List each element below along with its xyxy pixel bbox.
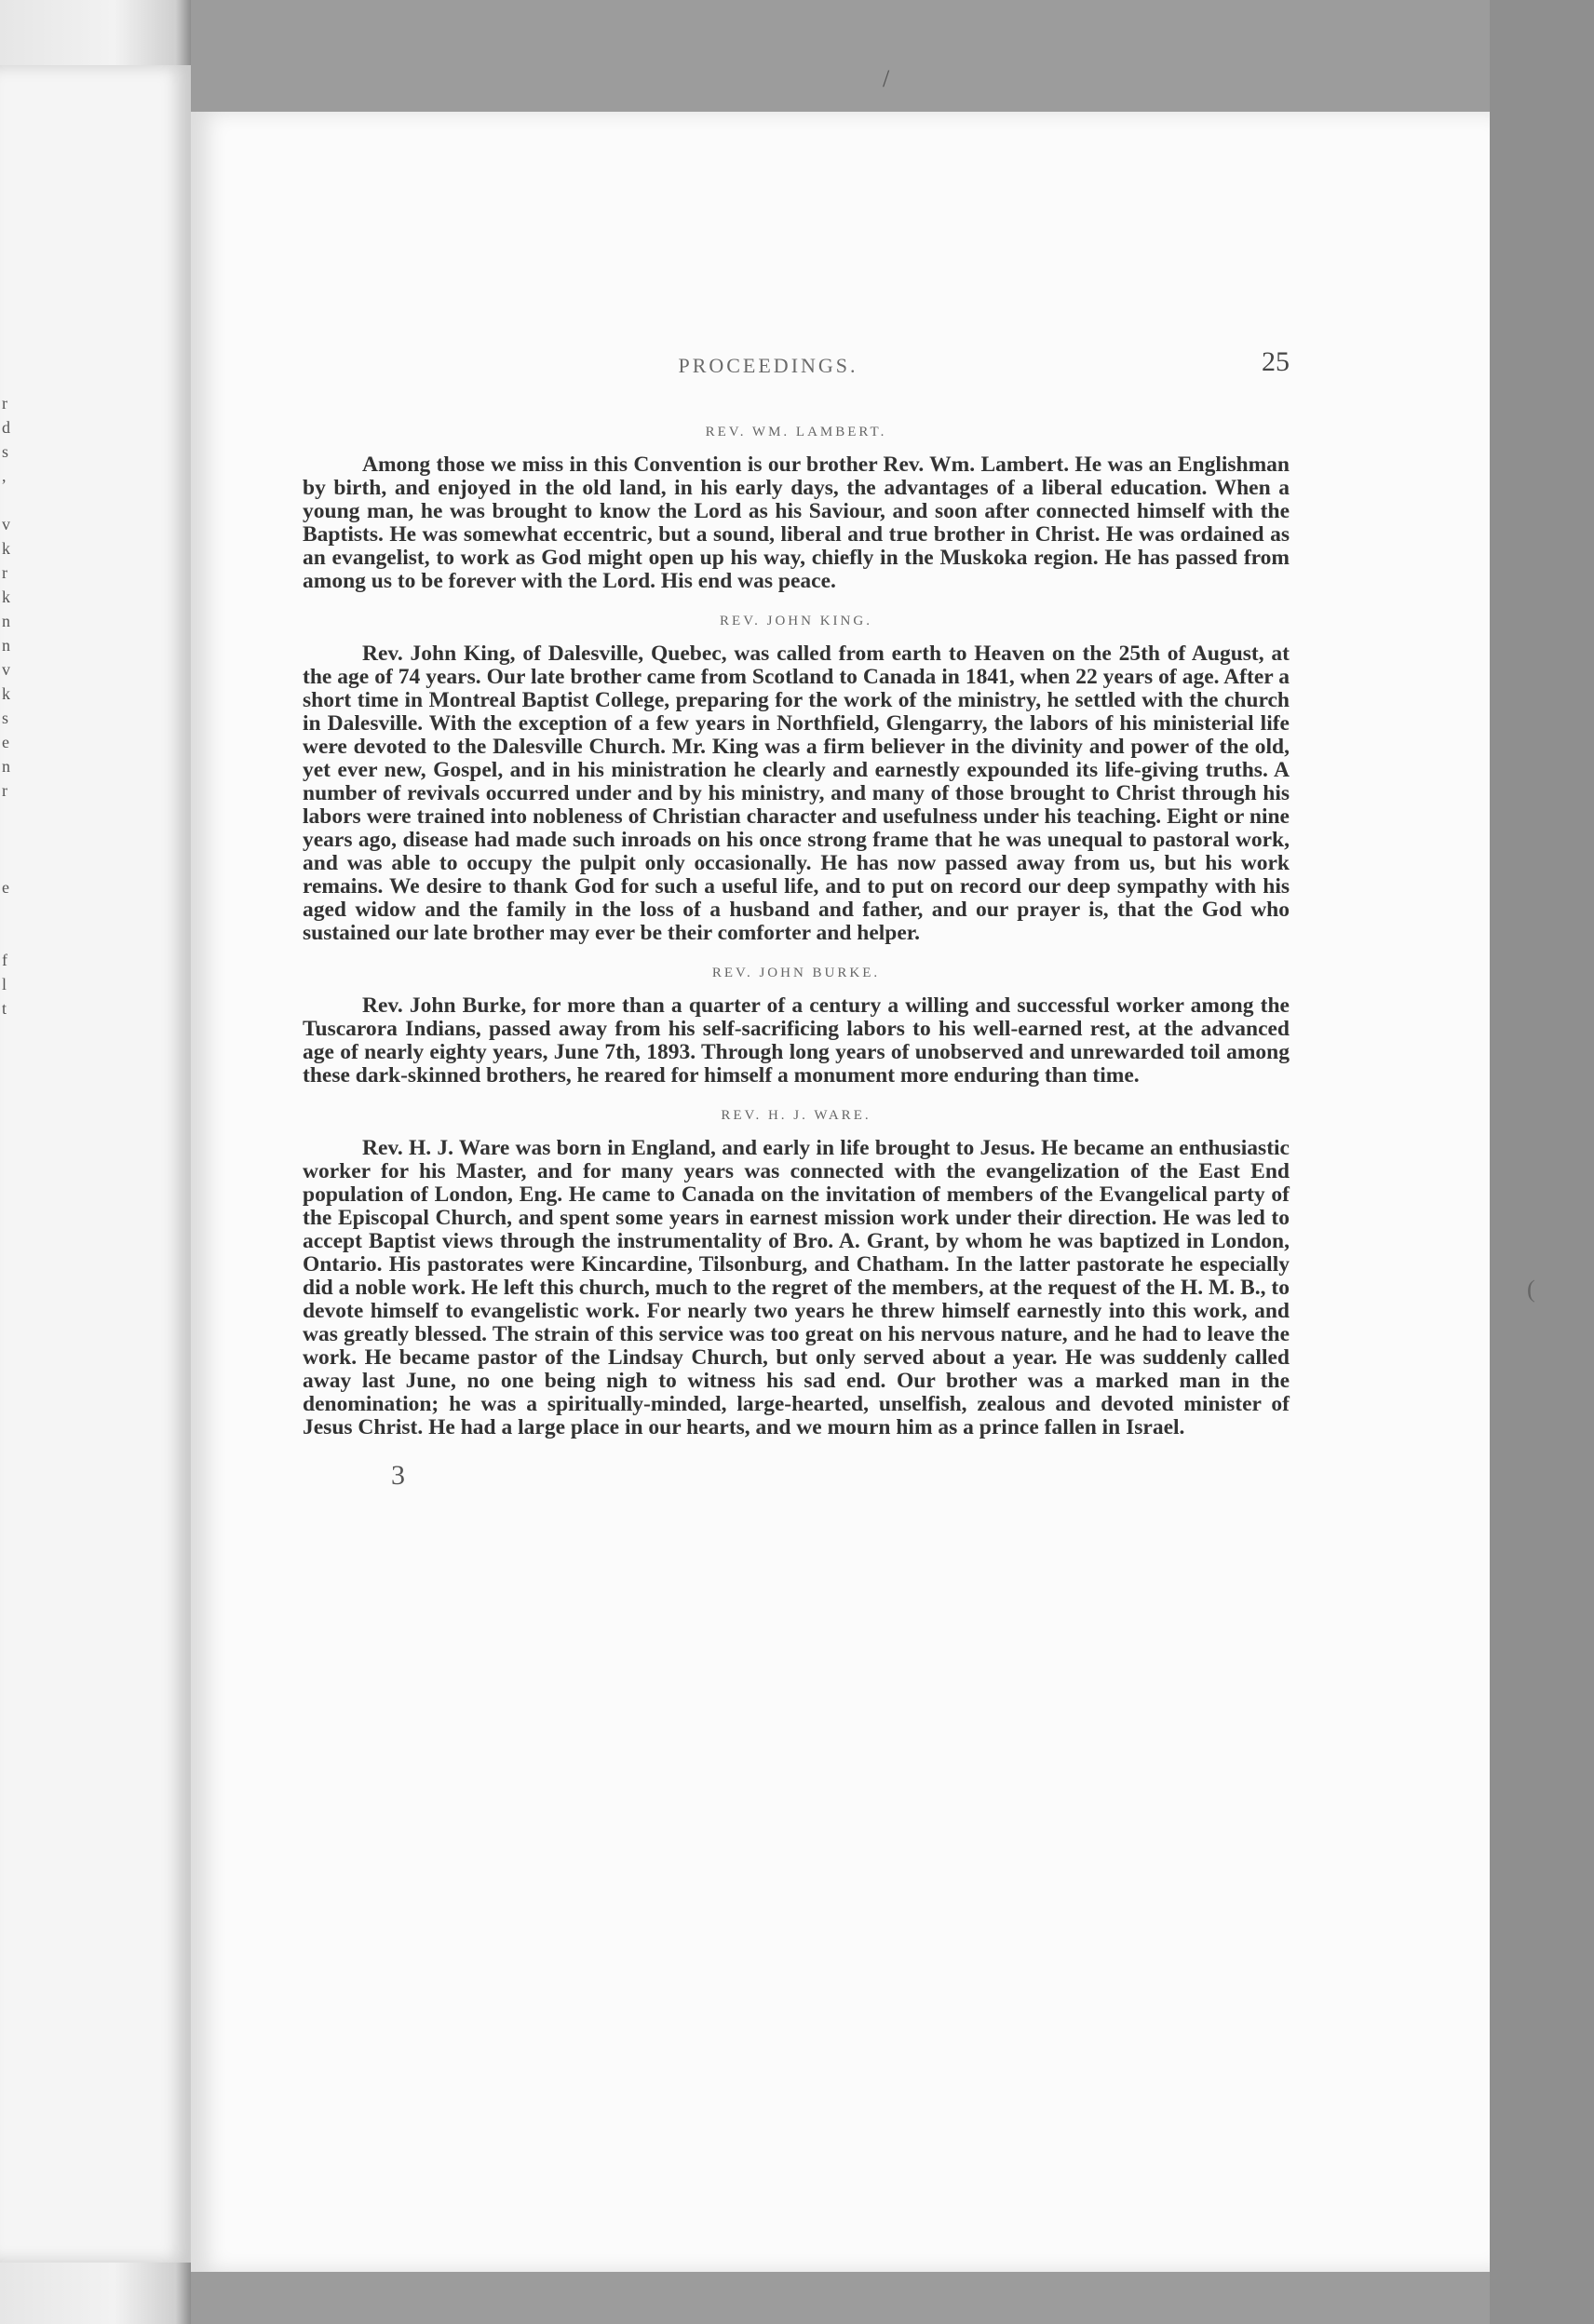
- facing-page-letter: n: [2, 612, 10, 630]
- facing-page-letter: [2, 1020, 15, 1045]
- facing-page-letter: v: [2, 515, 10, 534]
- page-header: [303, 345, 1290, 382]
- section-title: REV. H. J. WARE.: [721, 1108, 871, 1123]
- obituary-section: [303, 425, 1290, 593]
- facing-page-letter: s: [2, 442, 9, 461]
- obituary-section: [303, 1108, 1290, 1439]
- facing-page-edge: [0, 65, 191, 2263]
- facing-page-line-ends: [2, 391, 15, 1117]
- section-title: REV. WM. LAMBERT.: [705, 425, 887, 439]
- running-head: PROCEEDINGS.: [678, 354, 858, 377]
- facing-page-letter: v: [2, 660, 10, 679]
- section-body: Rev. H. J. Ware was born in England, and early in life brought to Jesus. He became an enthusiastic worker for his Master, and for many years was connected with the evangelization of the East End population of London, Eng. He came to Canada on the invitation of members of the Evangelical party of the Episcopal Church, and spent some years in earnest mission work under their direction. He was led to accept Baptist views through the instrumentality of Bro. A. Grant, by whom he was baptized in London, Ontario. His pastorates were Kincardine, Tilsonburg, and Chatham. In the latter pastorate he especially did a noble work. He left this church, much to the regret of the members, at the request of the H. M. B., to devote himself to evangelistic work. For nearly two years he threw himself earnestly into this work, and was greatly blessed. The strain of this service was too great on his nervous nature, and he had to leave the work. He became pastor of the Lindsay Church, but only served about a year. He was suddenly called away last June, no one being nigh to witness his sad end. Our brother was a marked man in the denomination; he was a spiritually-minded, large-hearted, unselfish, zealous and devoted minister of Jesus Christ. He had a large place in our hearts, and we mourn him as a prince fallen in Israel.: [303, 1136, 1290, 1439]
- facing-page-letter: k: [2, 588, 10, 606]
- scan-background-right: [1490, 0, 1594, 2324]
- page-number: 25: [1262, 346, 1290, 377]
- facing-page-letter: [2, 488, 15, 512]
- section-body: Among those we miss in this Convention is our brother Rev. Wm. Lambert. He was an Englishman by birth, and enjoyed in the old land, in his early days, the advantages of a liberal education. When a young man, he was brought to know the Lord as his Saviour, and soon after connected himself with the Baptists. He was somewhat eccentric, but a sound, liberal and true brother in Christ. He was ordained as an evangelist, to work as God might open up his way, chiefly in the Muskoka region. He has passed from among us to be forever with the Lord. His end was peace.: [303, 453, 1290, 593]
- facing-page-letter: l: [2, 975, 7, 993]
- section-title: REV. JOHN BURKE.: [711, 966, 881, 980]
- stray-mark: /: [883, 65, 890, 92]
- stray-mark: (: [1527, 1276, 1535, 1303]
- facing-page-letter: e: [2, 733, 9, 751]
- facing-page-letter: [2, 924, 15, 948]
- facing-page-letter: k: [2, 684, 10, 703]
- page-content: [303, 345, 1290, 1492]
- facing-page-letter: [2, 1069, 15, 1093]
- section-body: Rev. John King, of Dalesville, Quebec, was called from earth to Heaven on the 25th of August, at the age of 74 years. Our late brother came from Scotland to Canada in 1841, when 22 years of age. After a short time in Montreal Baptist College, preparing for the work of the ministry, he settled with the church in Dalesville. With the exception of a few years in Northfield, Glengarry, the labors of his ministerial life were devoted to the Dalesville Church. Mr. King was a firm believer in the divinity and power of the old, yet ever new, Gospel, and in his ministration he clearly and earnestly expounded its life-giving truths. A number of revivals occurred under and by his ministry, and many of those brought to Christ through his labors were trained into nobleness of Christian character and usefulness under his teaching. Eight or nine years ago, disease had made such inroads on his once strong frame that he was unequal to pastoral work, and was able to occupy the pulpit only occasionally. He has now passed away from us, but his work remains. We desire to thank God for such a useful life, and to put on record our deep sympathy with his aged widow and the family in the loss of a husband and father, and our prayer is, that the God who sustained our late brother may ever be their comforter and helper.: [303, 642, 1290, 945]
- obituary-section: [303, 966, 1290, 1088]
- facing-page-letter: [2, 1045, 15, 1069]
- facing-page-letter: n: [2, 757, 10, 776]
- facing-page-letter: [2, 851, 15, 875]
- facing-page-letter: s: [2, 709, 9, 727]
- signature-mark: 3: [391, 1460, 405, 1491]
- facing-page-letter: [2, 803, 15, 827]
- section-body: Rev. John Burke, for more than a quarter of a century a willing and successful worker among the Tuscarora Indians, passed away from his self-sacrificing labors to his well-earned rest, at the advanced age of nearly eighty years, June 7th, 1893. Through long years of unobserved and unrewarded toil among these dark-skinned brothers, he reared for himself a monument more enduring than time.: [303, 993, 1290, 1088]
- section-title: REV. JOHN KING.: [720, 614, 872, 628]
- facing-page-letter: [2, 899, 15, 924]
- facing-page-letter: r: [2, 394, 7, 412]
- facing-page-letter: e: [2, 878, 9, 897]
- facing-page-letter: f: [2, 951, 7, 969]
- facing-page-letter: k: [2, 539, 10, 558]
- facing-page-letter: [2, 1093, 15, 1117]
- facing-page-letter: r: [2, 563, 7, 582]
- facing-page-letter: t: [2, 999, 7, 1018]
- obituary-section: [303, 614, 1290, 945]
- facing-page-letter: [2, 827, 15, 851]
- facing-page-letter: d: [2, 418, 10, 437]
- facing-page-letter: r: [2, 781, 7, 800]
- book-page: [191, 112, 1490, 2272]
- facing-page-letter: ,: [2, 466, 7, 485]
- facing-page-letter: n: [2, 636, 10, 655]
